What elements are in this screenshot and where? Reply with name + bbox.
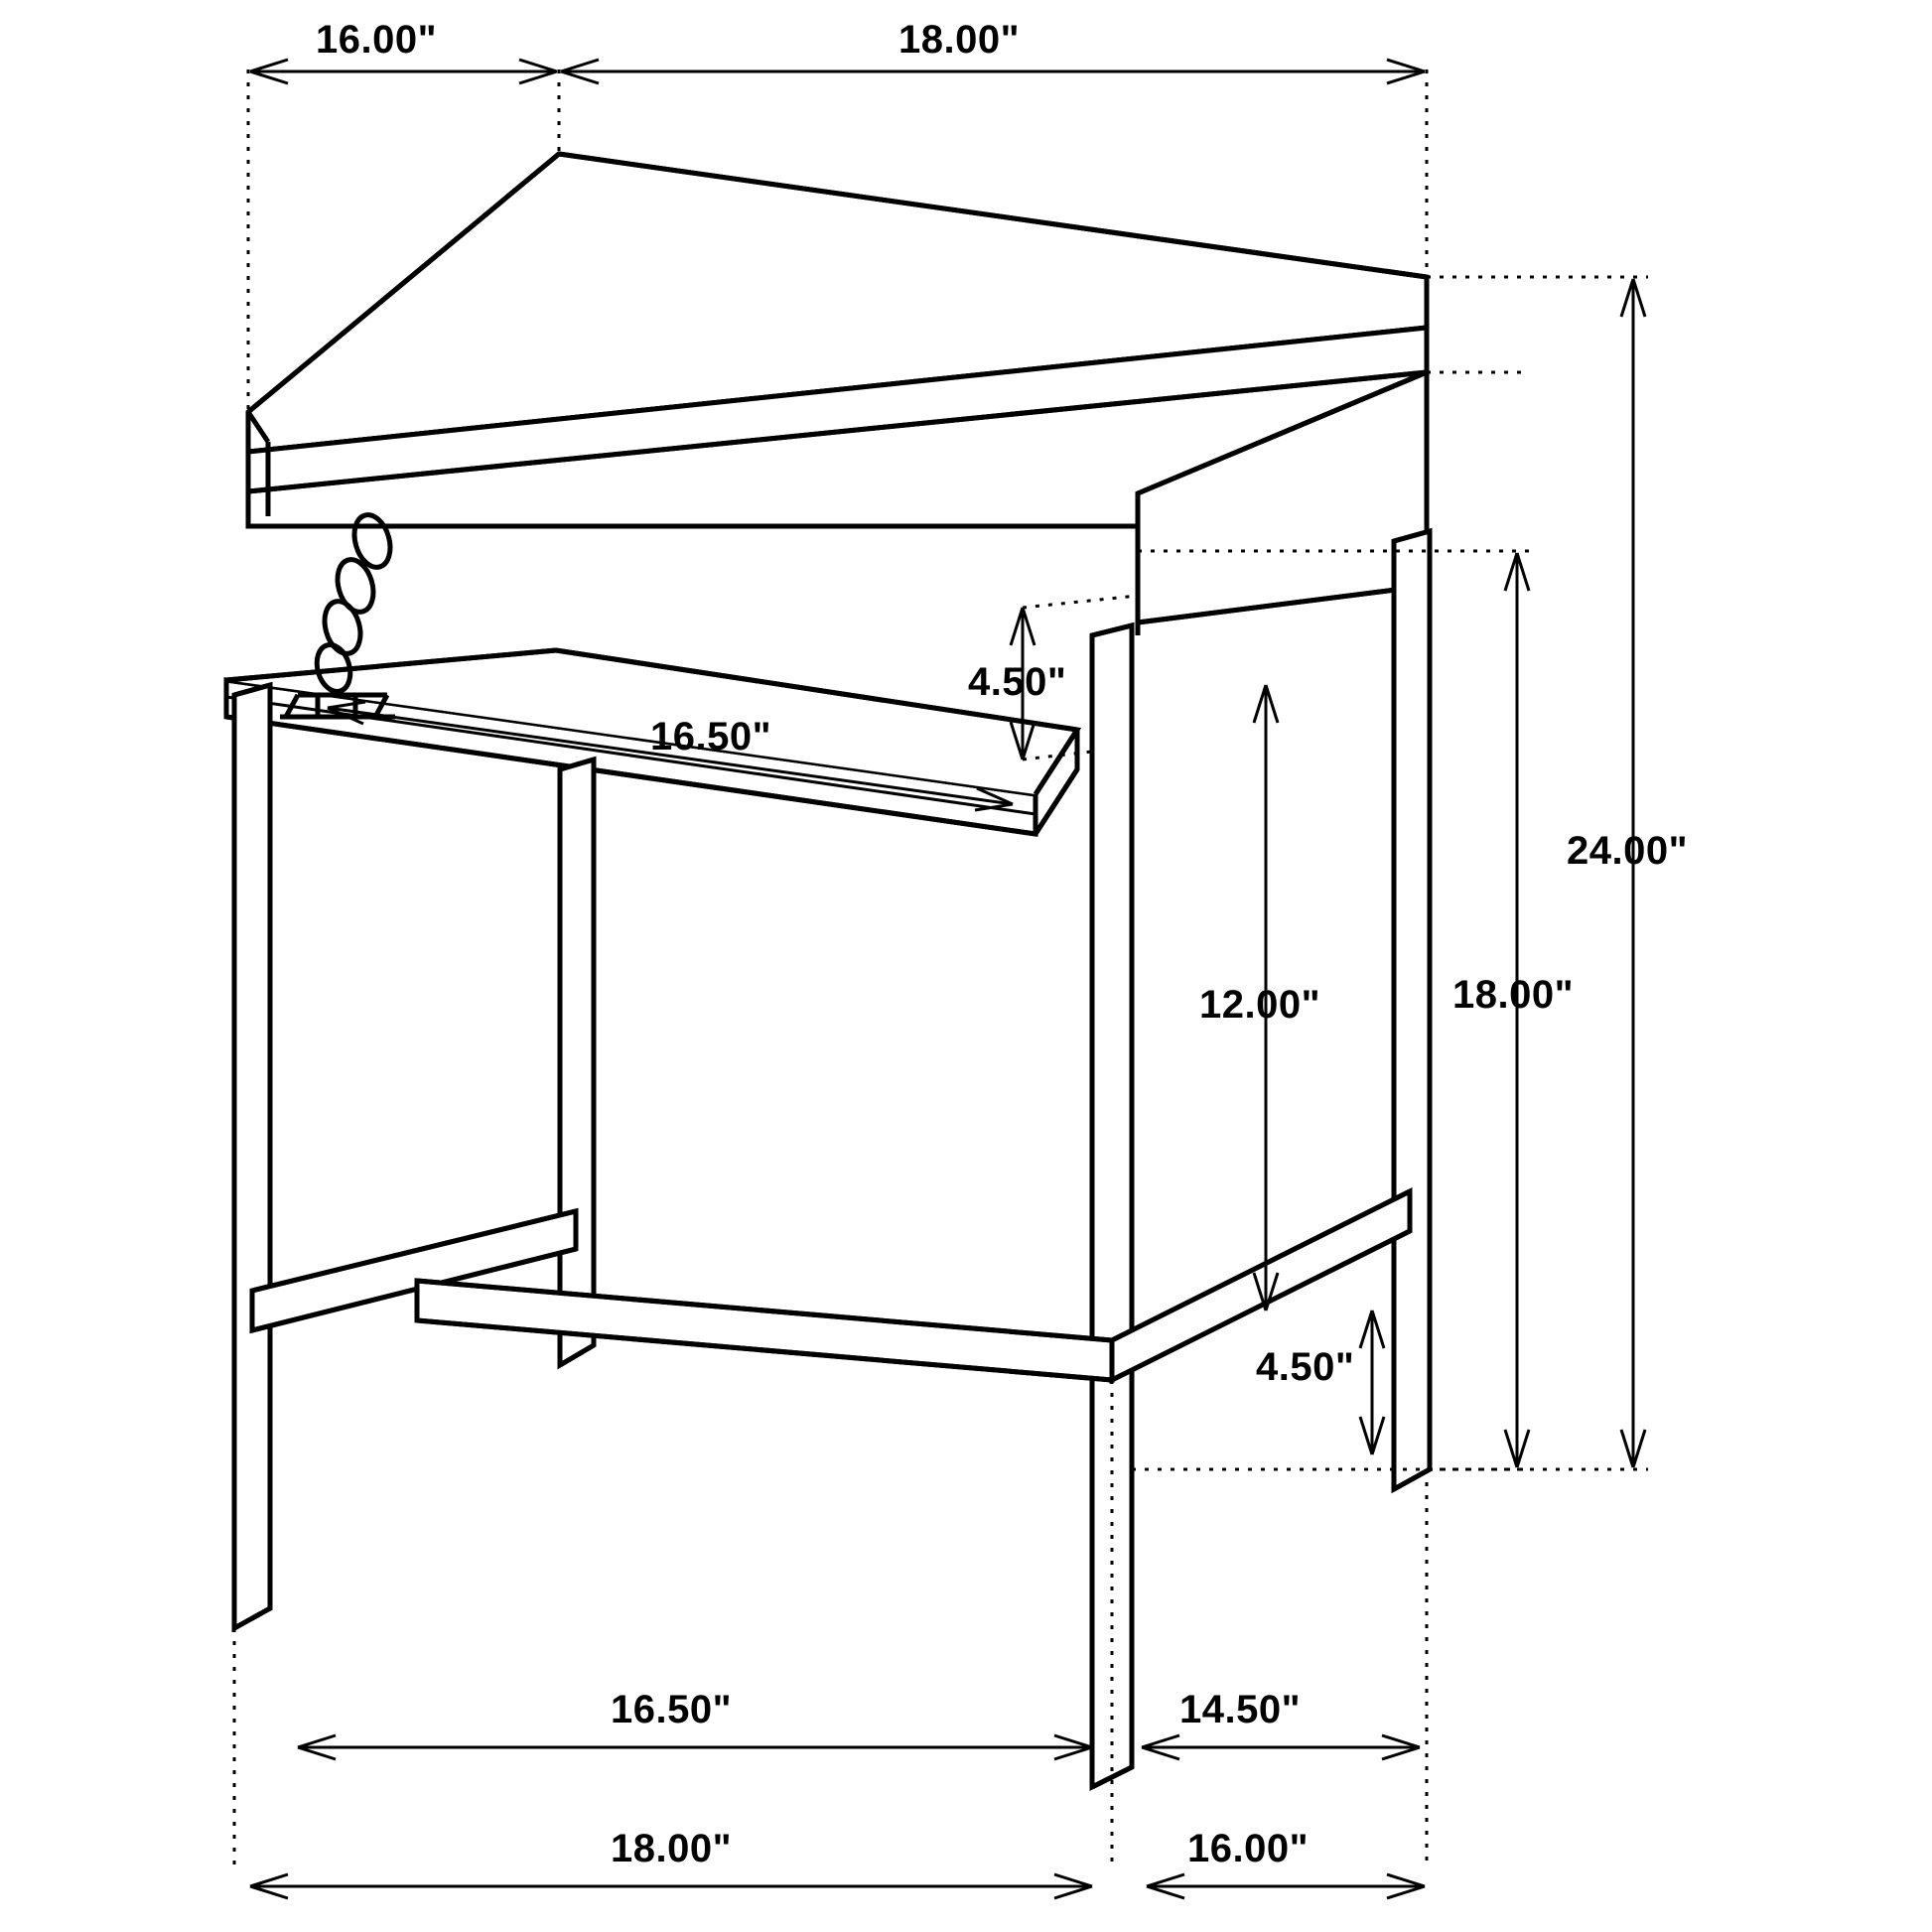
stretcher-front [417, 1281, 1112, 1380]
dimension-label-bottom-inner-width: 16.50" [611, 1688, 733, 1731]
dimension-label-top-width: 18.00" [898, 18, 1021, 62]
dimension-label-top-left-depth: 16.00" [316, 18, 438, 62]
dimension-label-stretcher-height: 4.50" [1256, 1345, 1355, 1389]
desk-top-slab [248, 154, 1427, 491]
dimension-label-bottom-overall-depth: 16.00" [1187, 1827, 1310, 1870]
leg-far-right [1394, 531, 1430, 1489]
dimension-label-leg-clearance: 12.00" [1199, 983, 1321, 1027]
leg-front-left [234, 685, 270, 1628]
dimension-label-bottom-overall-width: 18.00" [611, 1827, 733, 1870]
leg-front-right [560, 759, 594, 1365]
dimension-label-clearance-height: 18.00" [1452, 973, 1575, 1017]
dimension-label-overall-height: 24.00" [1567, 829, 1689, 873]
dimension-label-drawer-width: 16.50" [650, 715, 772, 759]
dimension-label-drawer-height: 4.50" [968, 660, 1067, 704]
dimension-label-bottom-inner-depth: 14.50" [1179, 1688, 1302, 1731]
